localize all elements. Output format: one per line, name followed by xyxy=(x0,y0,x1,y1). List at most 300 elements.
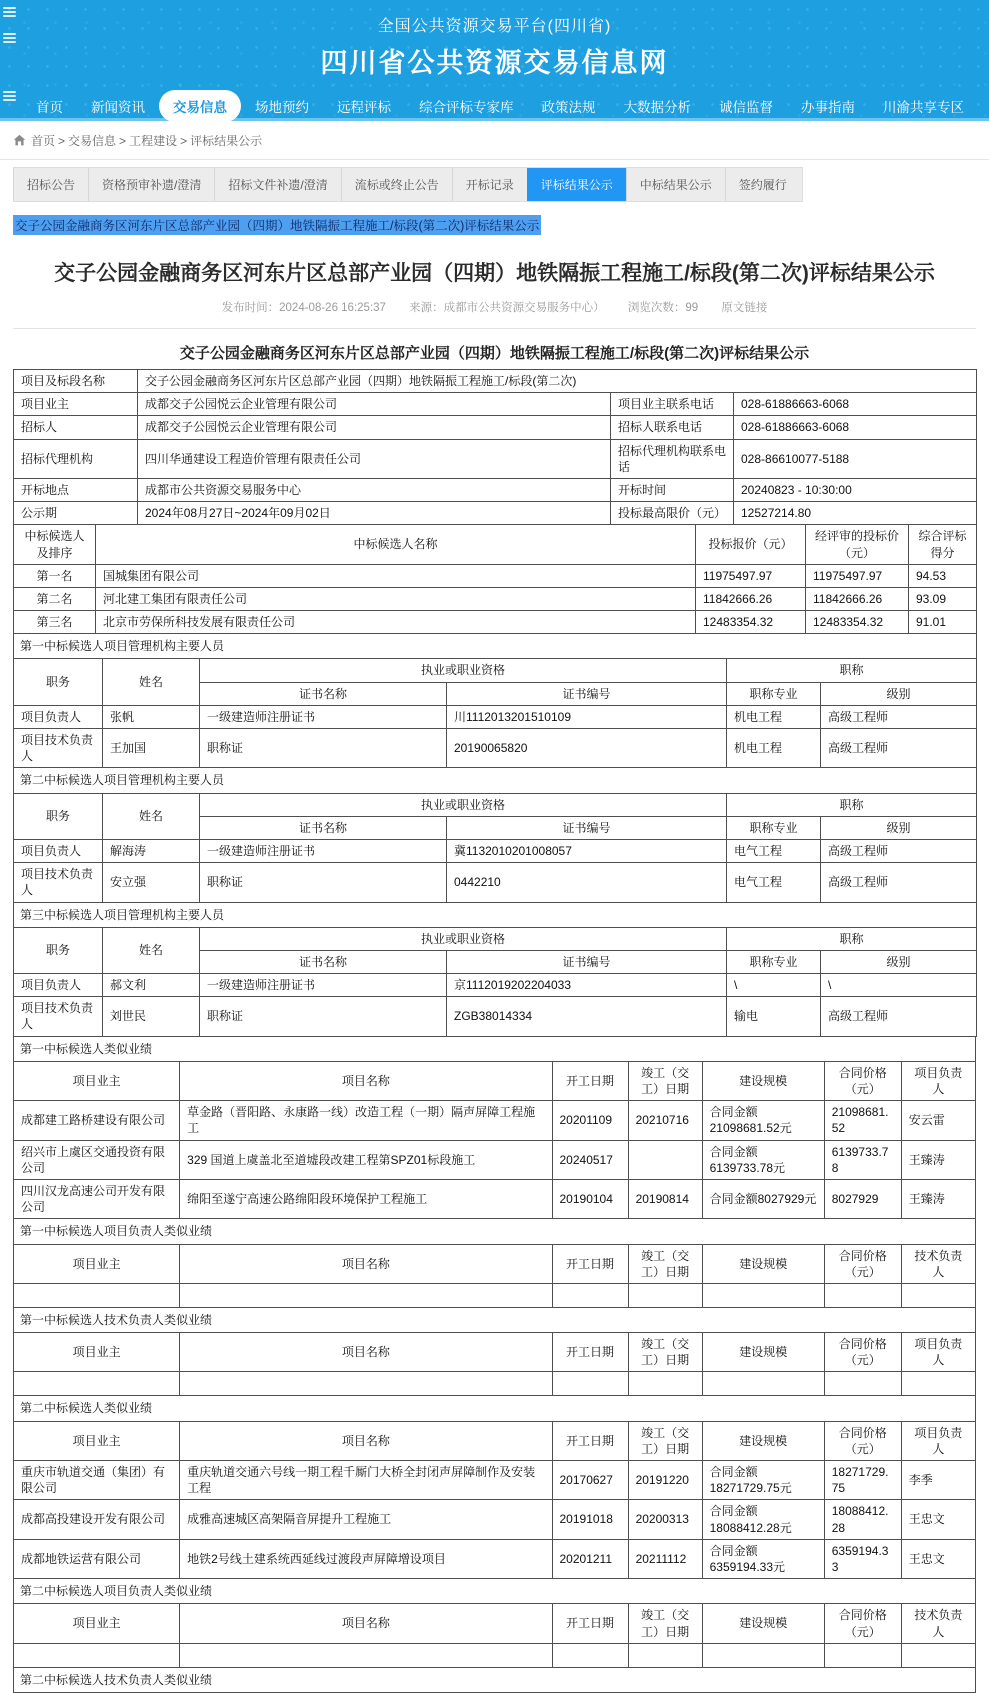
breadcrumb-engineering[interactable]: 工程建设 xyxy=(129,134,178,148)
performance-row xyxy=(14,1283,976,1307)
breadcrumb-home[interactable]: 首页 xyxy=(31,134,56,148)
section-label-row xyxy=(14,902,977,927)
col-header: 职称专业 xyxy=(727,950,821,973)
performance-row xyxy=(14,1643,976,1667)
performance-row xyxy=(14,1539,976,1578)
finish-date: 20191220 xyxy=(628,1461,702,1500)
cert-no: 0442210 xyxy=(447,863,727,902)
col-header: 执业或职业资格 xyxy=(200,927,727,950)
info-label: 招标人联系电话 xyxy=(611,416,734,439)
project-name: 草金路（晋阳路、永康路一线）改造工程（一期）隔声屏障工程施工 xyxy=(180,1101,552,1140)
role: 项目技术负责人 xyxy=(14,997,103,1036)
owner xyxy=(14,1643,180,1667)
info-label: 开标地点 xyxy=(14,478,138,501)
col-header: 职务 xyxy=(14,793,103,839)
info-label: 招标代理机构联系电话 xyxy=(611,439,734,478)
cert-no: 川1112013201510109 xyxy=(447,705,727,728)
start-date: 20201109 xyxy=(552,1101,628,1140)
table-header-row xyxy=(14,927,977,950)
title-level: 高级工程师 xyxy=(821,997,977,1036)
col-header: 职务 xyxy=(14,927,103,973)
section-title: 第一中标候选人项目负责人类似业绩 xyxy=(14,1219,976,1244)
leader: 王臻涛 xyxy=(901,1179,975,1218)
section-title: 第二中标候选人技术负责人类似业绩 xyxy=(14,1667,976,1692)
section-title: 第三中标候选人项目管理机构主要人员 xyxy=(14,902,977,927)
col-header: 技术负责人 xyxy=(901,1604,975,1643)
nav-item-news[interactable]: 新闻资讯 xyxy=(91,100,145,115)
section-title: 第二中标候选人项目管理机构主要人员 xyxy=(14,768,977,793)
tab-prequal-addendum[interactable]: 资格预审补遗/澄清 xyxy=(88,168,214,201)
contract-price: 21098681.52 xyxy=(824,1101,901,1140)
table-header-row xyxy=(14,525,977,564)
start-date: 20190104 xyxy=(552,1179,628,1218)
owner: 成都地铁运营有限公司 xyxy=(14,1539,180,1578)
start-date xyxy=(552,1372,628,1396)
announcement-link[interactable]: 交子公园金融商务区河东片区总部产业园（四期）地铁隔振工程施工/标段(第二次)评标结果公示 xyxy=(13,215,541,235)
performance-row xyxy=(14,1140,976,1179)
contract-price xyxy=(824,1372,901,1396)
col-header: 项目负责人 xyxy=(901,1061,975,1100)
col-header: 建设规模 xyxy=(702,1604,824,1643)
cert-no: ZGB38014334 xyxy=(447,997,727,1036)
bid-price: 11842666.26 xyxy=(696,587,806,610)
finish-date: 20190814 xyxy=(628,1179,702,1218)
section-label-row xyxy=(14,1579,976,1604)
col-header: 建设规模 xyxy=(702,1061,824,1100)
home-icon xyxy=(13,134,26,147)
title-major: 机电工程 xyxy=(727,705,821,728)
scale: 合同金额6359194.33元 xyxy=(702,1539,824,1578)
col-header: 竣工（交工）日期 xyxy=(628,1244,702,1283)
cert-name: 一级建造师注册证书 xyxy=(200,974,447,997)
performance-table-5 xyxy=(13,1578,976,1668)
col-header: 项目名称 xyxy=(180,1333,552,1372)
announcement-sheet xyxy=(13,369,976,1693)
col-header: 执业或职业资格 xyxy=(200,659,727,682)
candidates-table xyxy=(13,524,977,634)
performance-table-1 xyxy=(13,1036,976,1220)
section-label-row xyxy=(14,768,977,793)
col-header: 综合评标得分 xyxy=(909,525,977,564)
candidate-row xyxy=(14,564,977,587)
col-header: 项目名称 xyxy=(180,1604,552,1643)
table-header-row xyxy=(14,1421,976,1460)
table-row xyxy=(14,439,977,478)
col-header: 职称 xyxy=(727,793,977,816)
info-value: 成都交子公园悦云企业管理有限公司 xyxy=(138,393,611,416)
owner: 成都建工路桥建设有限公司 xyxy=(14,1101,180,1140)
table-header-row xyxy=(14,1061,976,1100)
finish-date: 20211112 xyxy=(628,1539,702,1578)
col-header: 建设规模 xyxy=(702,1244,824,1283)
owner: 重庆市轨道交通（集团）有限公司 xyxy=(14,1461,180,1500)
table-row xyxy=(14,370,977,393)
scale xyxy=(702,1643,824,1667)
table-row xyxy=(14,478,977,501)
candidate-name: 河北建工集团有限责任公司 xyxy=(96,587,696,610)
leader xyxy=(901,1283,975,1307)
col-header: 证书名称 xyxy=(200,950,447,973)
nav-item-venue-booking[interactable]: 场地预约 xyxy=(255,100,309,115)
col-header: 证书编号 xyxy=(447,950,727,973)
performance-row xyxy=(14,1179,976,1218)
breadcrumb-separator: > xyxy=(58,133,66,148)
col-header: 职称 xyxy=(727,927,977,950)
leader: 王忠文 xyxy=(901,1539,975,1578)
info-label: 开标时间 xyxy=(611,478,734,501)
finish-date: 20200313 xyxy=(628,1500,702,1539)
info-value: 四川华通建设工程造价管理有限责任公司 xyxy=(138,439,611,478)
col-header: 职称专业 xyxy=(727,682,821,705)
title-level: 高级工程师 xyxy=(821,863,977,902)
cert-no: 20190065820 xyxy=(447,729,727,768)
original-link[interactable]: 原文链接 xyxy=(721,302,768,314)
table-caption: 交子公园金融商务区河东片区总部产业园（四期）地铁隔振工程施工/标段(第二次)评标结果公示 xyxy=(179,345,810,362)
scale: 合同金额18088412.28元 xyxy=(702,1500,824,1539)
cert-name: 职称证 xyxy=(200,863,447,902)
person-name: 刘世民 xyxy=(103,997,200,1036)
cert-name: 一级建造师注册证书 xyxy=(200,705,447,728)
candidate-row xyxy=(14,611,977,634)
nav-item-bigdata[interactable]: 大数据分析 xyxy=(623,100,691,115)
divider xyxy=(13,328,976,329)
col-header: 投标报价（元） xyxy=(696,525,806,564)
scale xyxy=(702,1283,824,1307)
role: 项目负责人 xyxy=(14,705,103,728)
col-header: 中标候选人及排序 xyxy=(14,525,96,564)
title-level: 高级工程师 xyxy=(821,839,977,862)
section-label-row xyxy=(14,1396,976,1421)
col-header: 项目名称 xyxy=(180,1061,552,1100)
tab-bid-notice[interactable]: 招标公告 xyxy=(13,168,88,201)
scale xyxy=(702,1372,824,1396)
info-value: 028-61886663-6068 xyxy=(734,416,977,439)
platform-title: 全国公共资源交易平台(四川省) xyxy=(377,18,612,35)
evaluated-price: 11842666.26 xyxy=(806,587,909,610)
breadcrumb xyxy=(0,121,989,160)
col-header: 中标候选人名称 xyxy=(96,525,696,564)
project-name: 绵阳至遂宁高速公路绵阳段环境保护工程施工 xyxy=(180,1179,552,1218)
leader xyxy=(901,1643,975,1667)
personnel-row xyxy=(14,974,977,997)
finish-date xyxy=(628,1372,702,1396)
col-header: 竣工（交工）日期 xyxy=(628,1061,702,1100)
contract-price: 18088412.28 xyxy=(824,1500,901,1539)
project-info-table xyxy=(13,369,977,525)
bid-price: 12483354.32 xyxy=(696,611,806,634)
contract-price: 18271729.75 xyxy=(824,1461,901,1500)
cert-no: 京1112019202204033 xyxy=(447,974,727,997)
personnel-row xyxy=(14,705,977,728)
nav-item-integrity[interactable]: 诚信监督 xyxy=(719,100,773,115)
start-date xyxy=(552,1283,628,1307)
score: 94.53 xyxy=(909,564,977,587)
col-header: 开工日期 xyxy=(552,1244,628,1283)
start-date: 20201211 xyxy=(552,1539,628,1578)
tab-award-result[interactable]: 中标结果公示 xyxy=(626,168,725,201)
col-header: 姓名 xyxy=(103,793,200,839)
article-meta xyxy=(0,299,989,315)
score: 93.09 xyxy=(909,587,977,610)
title-major: 电气工程 xyxy=(727,839,821,862)
col-header: 技术负责人 xyxy=(901,1244,975,1283)
col-header: 证书编号 xyxy=(447,816,727,839)
col-header: 开工日期 xyxy=(552,1333,628,1372)
start-date: 20240517 xyxy=(552,1140,628,1179)
col-header: 级别 xyxy=(821,950,977,973)
info-label: 项目业主联系电话 xyxy=(611,393,734,416)
finish-date xyxy=(628,1643,702,1667)
info-label: 投标最高限价（元） xyxy=(611,502,734,525)
owner: 绍兴市上虞区交通投资有限公司 xyxy=(14,1140,180,1179)
section-title: 第一中标候选人技术负责人类似业绩 xyxy=(14,1307,976,1332)
col-header: 合同价格（元） xyxy=(824,1061,901,1100)
project-name: 地铁2号线土建系统西延线过渡段声屏障增设项目 xyxy=(180,1539,552,1578)
table-header-row xyxy=(14,1244,976,1283)
breadcrumb-separator: > xyxy=(119,133,127,148)
personnel-table-3 xyxy=(13,902,977,1037)
info-label: 项目及标段名称 xyxy=(14,370,138,393)
title-level: 高级工程师 xyxy=(821,729,977,768)
info-value: 成都交子公园悦云企业管理有限公司 xyxy=(138,416,611,439)
project-name: 成雅高速城区高架隔音屏提升工程施工 xyxy=(180,1500,552,1539)
info-value: 成都市公共资源交易服务中心 xyxy=(138,478,611,501)
tab-opening-record[interactable]: 开标记录 xyxy=(452,168,527,201)
project-name xyxy=(180,1372,552,1396)
performance-table-6 xyxy=(13,1667,976,1693)
finish-date: 20210716 xyxy=(628,1101,702,1140)
breadcrumb-trade-info[interactable]: 交易信息 xyxy=(68,134,117,148)
col-header: 职称 xyxy=(727,659,977,682)
menu-icon[interactable] xyxy=(3,91,16,103)
personnel-row xyxy=(14,997,977,1036)
evaluated-price: 12483354.32 xyxy=(806,611,909,634)
col-header: 项目业主 xyxy=(14,1421,180,1460)
personnel-row xyxy=(14,839,977,862)
evaluated-price: 11975497.97 xyxy=(806,564,909,587)
candidate-name: 北京市劳保所科技发展有限责任公司 xyxy=(96,611,696,634)
title-major: 输电 xyxy=(727,997,821,1036)
leader xyxy=(901,1372,975,1396)
performance-table-4 xyxy=(13,1395,976,1579)
contract-price: 6359194.33 xyxy=(824,1539,901,1578)
project-name xyxy=(180,1643,552,1667)
col-header: 竣工（交工）日期 xyxy=(628,1333,702,1372)
performance-row xyxy=(14,1461,976,1500)
col-header: 经评审的投标价（元） xyxy=(806,525,909,564)
col-header: 证书编号 xyxy=(447,682,727,705)
owner: 四川汉龙高速公司开发有限公司 xyxy=(14,1179,180,1218)
candidate-rank: 第二名 xyxy=(14,587,96,610)
col-header: 职务 xyxy=(14,659,103,705)
col-header: 合同价格（元） xyxy=(824,1244,901,1283)
section-title: 第一中标候选人类似业绩 xyxy=(14,1036,976,1061)
section-label-row xyxy=(14,1219,976,1244)
col-header: 执业或职业资格 xyxy=(200,793,727,816)
info-value: 交子公园金融商务区河东片区总部产业园（四期）地铁隔振工程施工/标段(第二次) xyxy=(138,370,977,393)
tab-doc-addendum[interactable]: 招标文件补遗/澄清 xyxy=(214,168,340,201)
info-value: 028-86610077-5188 xyxy=(734,439,977,478)
candidate-name: 国城集团有限公司 xyxy=(96,564,696,587)
nav-item-expert-db[interactable]: 综合评标专家库 xyxy=(419,100,514,115)
start-date: 20170627 xyxy=(552,1461,628,1500)
role: 项目负责人 xyxy=(14,839,103,862)
publish-time: 发布时间：2024-08-26 16:25:37 xyxy=(221,302,386,314)
title-major: 电气工程 xyxy=(727,863,821,902)
col-header: 项目业主 xyxy=(14,1244,180,1283)
finish-date xyxy=(628,1140,702,1179)
col-header: 姓名 xyxy=(103,659,200,705)
leader: 王忠文 xyxy=(901,1500,975,1539)
scale: 合同金额21098681.52元 xyxy=(702,1101,824,1140)
title-major: 机电工程 xyxy=(727,729,821,768)
personnel-row xyxy=(14,729,977,768)
col-header: 合同价格（元） xyxy=(824,1333,901,1372)
col-header: 合同价格（元） xyxy=(824,1421,901,1460)
info-label: 招标人 xyxy=(14,416,138,439)
col-header: 项目业主 xyxy=(14,1333,180,1372)
col-header: 项目名称 xyxy=(180,1244,552,1283)
title-level: \ xyxy=(821,974,977,997)
breadcrumb-current: 评标结果公示 xyxy=(190,134,263,148)
score: 91.01 xyxy=(909,611,977,634)
table-row xyxy=(14,502,977,525)
leader: 安云雷 xyxy=(901,1101,975,1140)
info-value: 20240823 - 10:30:00 xyxy=(734,478,977,501)
contract-price xyxy=(824,1643,901,1667)
section-title: 第一中标候选人项目管理机构主要人员 xyxy=(14,634,977,659)
main-nav xyxy=(0,90,989,122)
col-header: 建设规模 xyxy=(702,1421,824,1460)
cert-no: 冀1132010201008057 xyxy=(447,839,727,862)
cert-name: 职称证 xyxy=(200,729,447,768)
contract-price xyxy=(824,1283,901,1307)
person-name: 张帆 xyxy=(103,705,200,728)
col-header: 项目负责人 xyxy=(901,1333,975,1372)
start-date xyxy=(552,1643,628,1667)
cert-name: 职称证 xyxy=(200,997,447,1036)
col-header: 级别 xyxy=(821,682,977,705)
role: 项目技术负责人 xyxy=(14,863,103,902)
candidate-rank: 第三名 xyxy=(14,611,96,634)
info-label: 公示期 xyxy=(14,502,138,525)
menu-icon[interactable] xyxy=(3,33,16,45)
col-header: 职称专业 xyxy=(727,816,821,839)
bid-price: 11975497.97 xyxy=(696,564,806,587)
scale: 合同金额8027929元 xyxy=(702,1179,824,1218)
tab-contract-performance[interactable]: 签约履行 xyxy=(725,168,800,201)
owner xyxy=(14,1372,180,1396)
site-header xyxy=(0,0,989,121)
table-header-row xyxy=(14,793,977,816)
personnel-table-1 xyxy=(13,633,977,768)
owner: 成都高投建设开发有限公司 xyxy=(14,1500,180,1539)
person-name: 解海涛 xyxy=(103,839,200,862)
info-label: 招标代理机构 xyxy=(14,439,138,478)
table-header-row xyxy=(14,1604,976,1643)
site-title: 四川省公共资源交易信息网 xyxy=(320,48,669,78)
tab-failed-terminated[interactable]: 流标或终止公告 xyxy=(341,168,452,201)
role: 项目负责人 xyxy=(14,974,103,997)
info-value: 12527214.80 xyxy=(734,502,977,525)
nav-item-guide[interactable]: 办事指南 xyxy=(801,100,855,115)
project-name: 重庆轨道交通六号线一期工程千厮门大桥全封闭声屏障制作及安装工程 xyxy=(180,1461,552,1500)
info-label: 项目业主 xyxy=(14,393,138,416)
nav-item-policy[interactable]: 政策法规 xyxy=(541,100,596,115)
nav-item-trade-info[interactable]: 交易信息 xyxy=(159,90,241,122)
breadcrumb-separator: > xyxy=(180,133,188,148)
source: 来源：成都市公共资源交易服务中心） xyxy=(409,302,605,314)
table-header-row xyxy=(14,1333,976,1372)
owner xyxy=(14,1283,180,1307)
view-count: 浏览次数：99 xyxy=(627,302,699,314)
project-name: 329 国道上虞盖北至道墟段改建工程第SPZ01标段施工 xyxy=(180,1140,552,1179)
col-header: 项目业主 xyxy=(14,1061,180,1100)
page-title: 交子公园金融商务区河东片区总部产业园（四期）地铁隔振工程施工/标段(第二次)评标结果公示 xyxy=(54,262,935,285)
contract-price: 6139733.78 xyxy=(824,1140,901,1179)
section-label-row xyxy=(14,1036,976,1061)
announcement-tabs xyxy=(13,167,803,202)
person-name: 郝文利 xyxy=(103,974,200,997)
col-header: 合同价格（元） xyxy=(824,1604,901,1643)
col-header: 项目负责人 xyxy=(901,1421,975,1460)
personnel-row xyxy=(14,863,977,902)
leader: 王臻涛 xyxy=(901,1140,975,1179)
project-name xyxy=(180,1283,552,1307)
person-name: 王加国 xyxy=(103,729,200,768)
table-row xyxy=(14,416,977,439)
info-value: 028-61886663-6068 xyxy=(734,393,977,416)
candidate-row xyxy=(14,587,977,610)
nav-item-home[interactable]: 首页 xyxy=(36,100,63,115)
col-header: 级别 xyxy=(821,816,977,839)
col-header: 证书名称 xyxy=(200,682,447,705)
candidate-rank: 第一名 xyxy=(14,564,96,587)
section-label-row xyxy=(14,1307,976,1332)
col-header: 项目名称 xyxy=(180,1421,552,1460)
table-row xyxy=(14,393,977,416)
contract-price: 8027929 xyxy=(824,1179,901,1218)
nav-item-remote-eval[interactable]: 远程评标 xyxy=(337,100,391,115)
title-level: 高级工程师 xyxy=(821,705,977,728)
section-title: 第二中标候选人类似业绩 xyxy=(14,1396,976,1421)
cert-name: 一级建造师注册证书 xyxy=(200,839,447,862)
section-label-row xyxy=(14,634,977,659)
col-header: 证书名称 xyxy=(200,816,447,839)
tab-eval-result[interactable]: 评标结果公示 xyxy=(527,168,626,201)
start-date: 20191018 xyxy=(552,1500,628,1539)
performance-row xyxy=(14,1101,976,1140)
performance-row xyxy=(14,1500,976,1539)
leader: 李季 xyxy=(901,1461,975,1500)
col-header: 竣工（交工）日期 xyxy=(628,1421,702,1460)
info-value: 2024年08月27日~2024年09月02日 xyxy=(138,502,611,525)
col-header: 姓名 xyxy=(103,927,200,973)
table-header-row xyxy=(14,659,977,682)
col-header: 开工日期 xyxy=(552,1604,628,1643)
title-major: \ xyxy=(727,974,821,997)
scale: 合同金额6139733.78元 xyxy=(702,1140,824,1179)
col-header: 竣工（交工）日期 xyxy=(628,1604,702,1643)
nav-item-chuanyu[interactable]: 川渝共享专区 xyxy=(883,100,964,115)
section-title: 第二中标候选人项目负责人类似业绩 xyxy=(14,1579,976,1604)
finish-date xyxy=(628,1283,702,1307)
menu-icon[interactable] xyxy=(3,7,16,19)
person-name: 安立强 xyxy=(103,863,200,902)
role: 项目技术负责人 xyxy=(14,729,103,768)
col-header: 开工日期 xyxy=(552,1421,628,1460)
performance-row xyxy=(14,1372,976,1396)
